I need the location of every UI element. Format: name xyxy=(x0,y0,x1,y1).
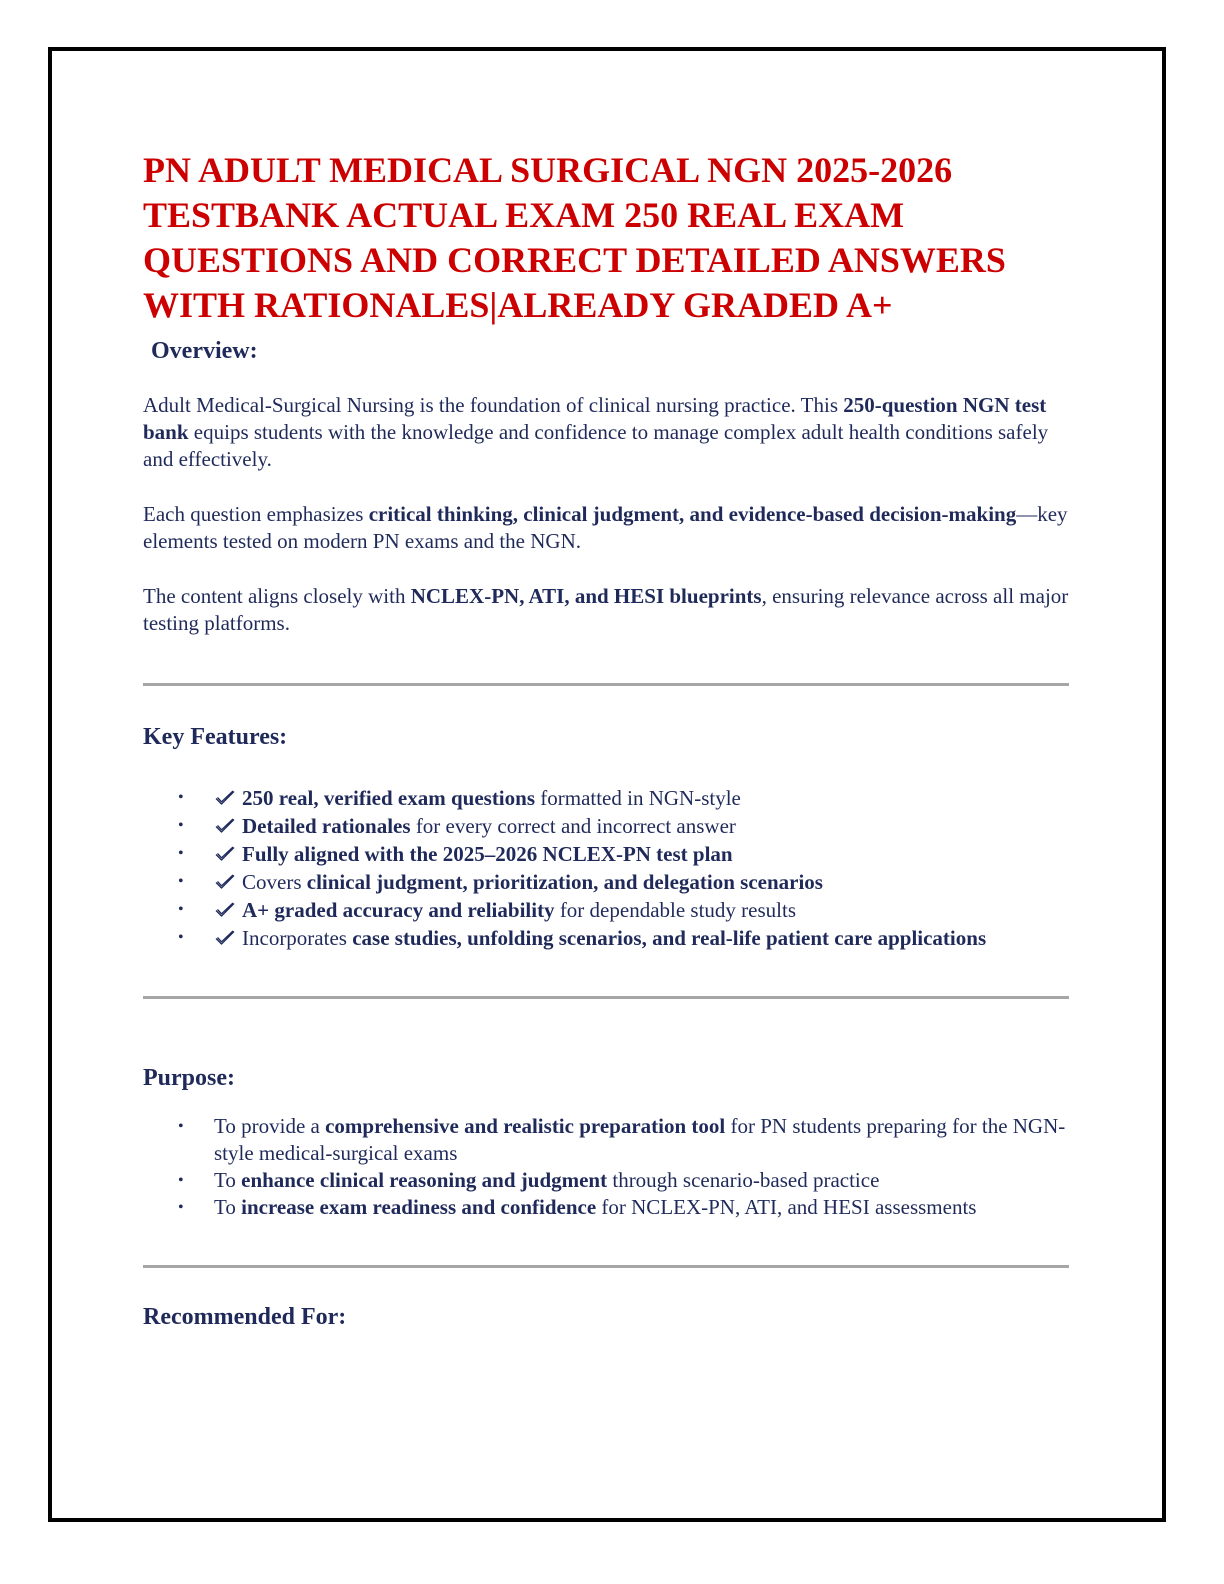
feature-item xyxy=(143,896,1073,924)
key-features-heading: Key Features: xyxy=(143,724,288,750)
check-mark-icon xyxy=(214,874,236,890)
text-run: for every correct and incorrect answer xyxy=(410,814,736,838)
bold-run: 250 real, verified exam questions xyxy=(242,786,535,810)
bullet-dot: • xyxy=(178,873,184,890)
bold-run: increase exam readiness and confidence xyxy=(241,1195,597,1219)
bullet-dot: • xyxy=(178,1199,184,1216)
text-run: , ensuring relevance across all major testing platforms. xyxy=(143,584,1069,635)
check-mark-icon xyxy=(214,846,236,862)
check-mark-icon xyxy=(214,902,236,918)
title-line-2: TESTBANK ACTUAL EXAM 250 REAL EXAM xyxy=(143,195,905,235)
title-line-3: QUESTIONS AND CORRECT DETAILED ANSWERS xyxy=(143,240,1006,280)
bullet-dot: • xyxy=(178,817,184,834)
bold-run: Detailed rationales xyxy=(242,814,411,838)
check-mark-icon xyxy=(214,930,236,946)
text-run: To xyxy=(214,1195,242,1219)
text-run: equips students with the knowledge and confidence to manage complex adult health conditions safely and effectively. xyxy=(143,420,1049,471)
purpose-item xyxy=(143,1167,1073,1194)
bold-run: enhance clinical reasoning and judgment xyxy=(241,1168,608,1192)
title-line-4: WITH RATIONALES|ALREADY GRADED A+ xyxy=(143,285,893,325)
text-run: for PN students preparing for the NGN-style medical-surgical exams xyxy=(214,1114,1066,1165)
feature-item xyxy=(143,784,1073,812)
text-run: Adult Medical-Surgical Nursing is the foundation of clinical nursing practice. This xyxy=(143,393,844,417)
text-run: for NCLEX-PN, ATI, and HESI assessments xyxy=(596,1195,977,1219)
key-features-list xyxy=(143,784,1073,952)
overview-heading: Overview: xyxy=(151,338,258,364)
bold-run: 250-question NGN test bank xyxy=(143,393,1047,444)
document-title xyxy=(143,148,1073,328)
overview-paragraph-2 xyxy=(143,501,1073,555)
section-divider xyxy=(143,683,1069,686)
bold-run: critical thinking, clinical judgment, and evidence-based decision-making xyxy=(368,502,1017,526)
text-run: for dependable study results xyxy=(554,898,797,922)
bullet-dot: • xyxy=(178,845,184,862)
document-content xyxy=(143,148,1073,1332)
bullet-dot: • xyxy=(178,1172,184,1189)
recommended-heading: Recommended For: xyxy=(143,1304,347,1330)
feature-item xyxy=(143,924,1073,952)
text-run: To provide a xyxy=(214,1114,326,1138)
bullet-dot: • xyxy=(178,901,184,918)
purpose-item xyxy=(143,1194,1073,1221)
text-run: Covers xyxy=(242,870,307,894)
feature-item xyxy=(143,840,1073,868)
text-run: formatted in NGN-style xyxy=(535,786,741,810)
text-run: Each question emphasizes xyxy=(143,502,369,526)
bold-run: comprehensive and realistic preparation tool xyxy=(325,1114,726,1138)
overview-paragraph-1 xyxy=(143,392,1073,473)
bullet-dot: • xyxy=(178,789,184,806)
feature-item xyxy=(143,812,1073,840)
bold-run: NCLEX-PN, ATI, and HESI blueprints xyxy=(410,584,762,608)
bold-run: case studies, unfolding scenarios, and real-life patient care applications xyxy=(352,926,987,950)
text-run: To xyxy=(214,1168,242,1192)
check-mark-icon xyxy=(214,818,236,834)
section-divider xyxy=(143,1265,1069,1268)
overview-paragraph-3 xyxy=(143,583,1073,637)
title-line-1: PN ADULT MEDICAL SURGICAL NGN 2025-2026 xyxy=(143,150,953,190)
purpose-list xyxy=(143,1113,1073,1221)
purpose-heading: Purpose: xyxy=(143,1065,235,1091)
purpose-item xyxy=(143,1113,1073,1167)
bullet-dot: • xyxy=(178,929,184,946)
text-run: through scenario-based practice xyxy=(607,1168,880,1192)
text-run: The content aligns closely with xyxy=(143,584,411,608)
feature-item xyxy=(143,868,1073,896)
bold-run: clinical judgment, prioritization, and delegation scenarios xyxy=(306,870,823,894)
text-run: Incorporates xyxy=(242,926,353,950)
section-divider xyxy=(143,996,1069,999)
bullet-dot: • xyxy=(178,1118,184,1135)
check-mark-icon xyxy=(214,790,236,806)
bold-run: Fully aligned with the 2025–2026 NCLEX-PN test plan xyxy=(242,842,733,866)
text-run: —key elements tested on modern PN exams and the NGN. xyxy=(143,502,1068,553)
bold-run: A+ graded accuracy and reliability xyxy=(242,898,555,922)
